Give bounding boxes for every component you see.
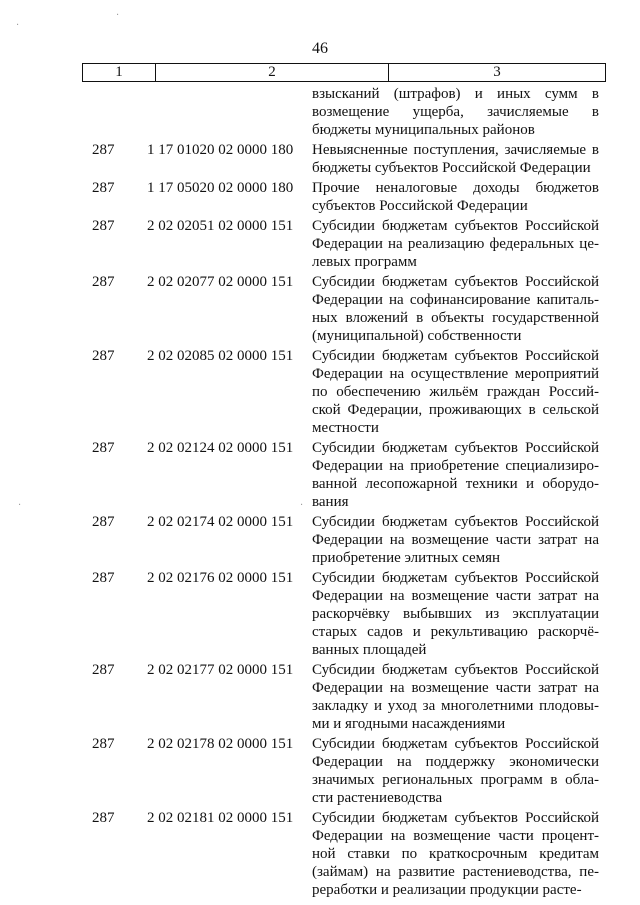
description-line: Субсидии бюджетам субъектов Российской <box>312 348 599 364</box>
revenue-description <box>312 809 599 901</box>
admin-code: 287 <box>92 142 115 158</box>
admin-code: 287 <box>92 440 115 456</box>
description-line: Федерации на осуществление мероприятий <box>312 366 599 382</box>
description-line: Субсидии бюджетам субъектов Российской <box>312 514 599 530</box>
admin-code: 287 <box>92 570 115 586</box>
description-line: Федерации на возмещение части затрат на <box>312 588 599 604</box>
table-row <box>0 273 640 347</box>
description-line: Субсидии бюджетам субъектов Российской <box>312 810 599 826</box>
description-line: субъектов Российской Федерации <box>312 198 528 214</box>
admin-code: 287 <box>92 662 115 678</box>
table-row <box>0 217 640 273</box>
revenue-description <box>312 569 599 661</box>
admin-code: 287 <box>92 810 115 826</box>
admin-code: 287 <box>92 274 115 290</box>
revenue-description <box>312 273 599 347</box>
revenue-code: 2 02 02085 02 0000 151 <box>147 348 294 364</box>
revenue-code: 2 02 02051 02 0000 151 <box>147 218 294 234</box>
description-line: ской Федерации, проживающих в сельской <box>312 402 599 418</box>
revenue-code: 2 02 02174 02 0000 151 <box>147 514 294 530</box>
table-row <box>0 569 640 661</box>
description-line: приобретение элитных семян <box>312 550 501 566</box>
admin-code: 287 <box>92 180 115 196</box>
description-line: (займам) на развитие растениеводства, пе- <box>312 864 599 880</box>
revenue-description <box>312 661 599 735</box>
description-line: вания <box>312 494 349 510</box>
description-line: ванной лесопожарной техники и оборудо- <box>312 476 599 492</box>
revenue-code: 2 02 02077 02 0000 151 <box>147 274 294 290</box>
description-line: ных вложений в объекты государственной <box>312 310 599 326</box>
description-line: Субсидии бюджетам субъектов Российской <box>312 736 599 752</box>
description-line: реработки и реализации продукции расте- <box>312 882 582 898</box>
column-header-3: 3 <box>493 64 501 80</box>
revenue-description <box>312 179 599 217</box>
table-row <box>0 85 640 141</box>
description-line: ванных площадей <box>312 642 427 658</box>
description-line: Федерации на приобретение специализиро- <box>312 458 599 474</box>
revenue-description <box>312 217 599 273</box>
description-line: левых программ <box>312 254 417 270</box>
description-line: закладку и уход за многолетними плодовы- <box>312 698 599 714</box>
description-line: Федерации на реализацию федеральных це- <box>312 236 599 252</box>
admin-code: 287 <box>92 514 115 530</box>
admin-code: 287 <box>92 218 115 234</box>
description-line: Федерации на софинансирование капиталь- <box>312 292 599 308</box>
column-header-2: 2 <box>156 64 389 81</box>
description-line: (муниципальной) собственности <box>312 328 522 344</box>
description-line: Прочие неналоговые доходы бюджетов <box>312 180 599 196</box>
description-line: значимых региональных программ в обла- <box>312 772 599 788</box>
table-row <box>0 735 640 809</box>
description-line: Федерации на возмещение части процент- <box>312 828 599 844</box>
description-line: ной ставки по краткосрочным кредитам <box>312 846 599 862</box>
description-line: по обеспечению жильём граждан Россий- <box>312 384 599 400</box>
description-line: ми и ягодными насаждениями <box>312 716 506 732</box>
revenue-description <box>312 141 599 179</box>
revenue-code: 1 17 05020 02 0000 180 <box>147 180 294 196</box>
scan-mark: · <box>16 20 20 31</box>
description-line: Федерации на возмещение части затрат на <box>312 680 599 696</box>
revenue-description <box>312 513 599 569</box>
description-line: бюджеты субъектов Российской Федерации <box>312 160 591 176</box>
table-row <box>0 439 640 513</box>
revenue-description <box>312 439 599 513</box>
revenue-code: 2 02 02177 02 0000 151 <box>147 662 294 678</box>
table-row <box>0 809 640 901</box>
description-line: Субсидии бюджетам субъектов Российской <box>312 440 599 456</box>
description-line: взысканий (штрафов) и иных сумм в <box>312 86 599 102</box>
revenue-code: 2 02 02124 02 0000 151 <box>147 440 294 456</box>
admin-code: 287 <box>92 736 115 752</box>
revenue-description <box>312 85 599 141</box>
column-header-1: 1 <box>83 64 156 81</box>
description-line: Субсидии бюджетам субъектов Российской <box>312 218 599 234</box>
description-line: Невыясненные поступления, зачисляемые в <box>312 142 599 158</box>
description-line: раскорчёвку выбывших из эксплуатации <box>312 606 599 622</box>
table-row <box>0 661 640 735</box>
revenue-code: 2 02 02176 02 0000 151 <box>147 570 294 586</box>
scan-mark: · <box>18 500 22 511</box>
table-row <box>0 347 640 439</box>
table-row <box>0 179 640 217</box>
table-row <box>0 141 640 179</box>
description-line: Федерации на возмещение части затрат на <box>312 532 599 548</box>
description-line: местности <box>312 420 379 436</box>
description-line: бюджеты муниципальных районов <box>312 122 535 138</box>
table-row <box>0 513 640 569</box>
page-number: 46 <box>312 40 328 57</box>
description-line: сти растениеводства <box>312 790 443 806</box>
revenue-code: 1 17 01020 02 0000 180 <box>147 142 294 158</box>
description-line: Субсидии бюджетам субъектов Российской <box>312 570 599 586</box>
table-body <box>0 85 640 901</box>
revenue-code: 2 02 02181 02 0000 151 <box>147 810 294 826</box>
revenue-description <box>312 347 599 439</box>
revenue-description <box>312 735 599 809</box>
scan-mark: · <box>116 10 120 21</box>
description-line: старых садов и рекультивацию раскорчё- <box>312 624 599 640</box>
admin-code: 287 <box>92 348 115 364</box>
description-line: Субсидии бюджетам субъектов Российской <box>312 274 599 290</box>
table-header <box>82 63 606 82</box>
description-line: Субсидии бюджетам субъектов Российской <box>312 662 599 678</box>
description-line: возмещение ущерба, зачисляемые в <box>312 104 599 120</box>
description-line: Федерации на поддержку экономически <box>312 754 599 770</box>
scan-mark: · <box>300 500 304 511</box>
revenue-code: 2 02 02178 02 0000 151 <box>147 736 294 752</box>
